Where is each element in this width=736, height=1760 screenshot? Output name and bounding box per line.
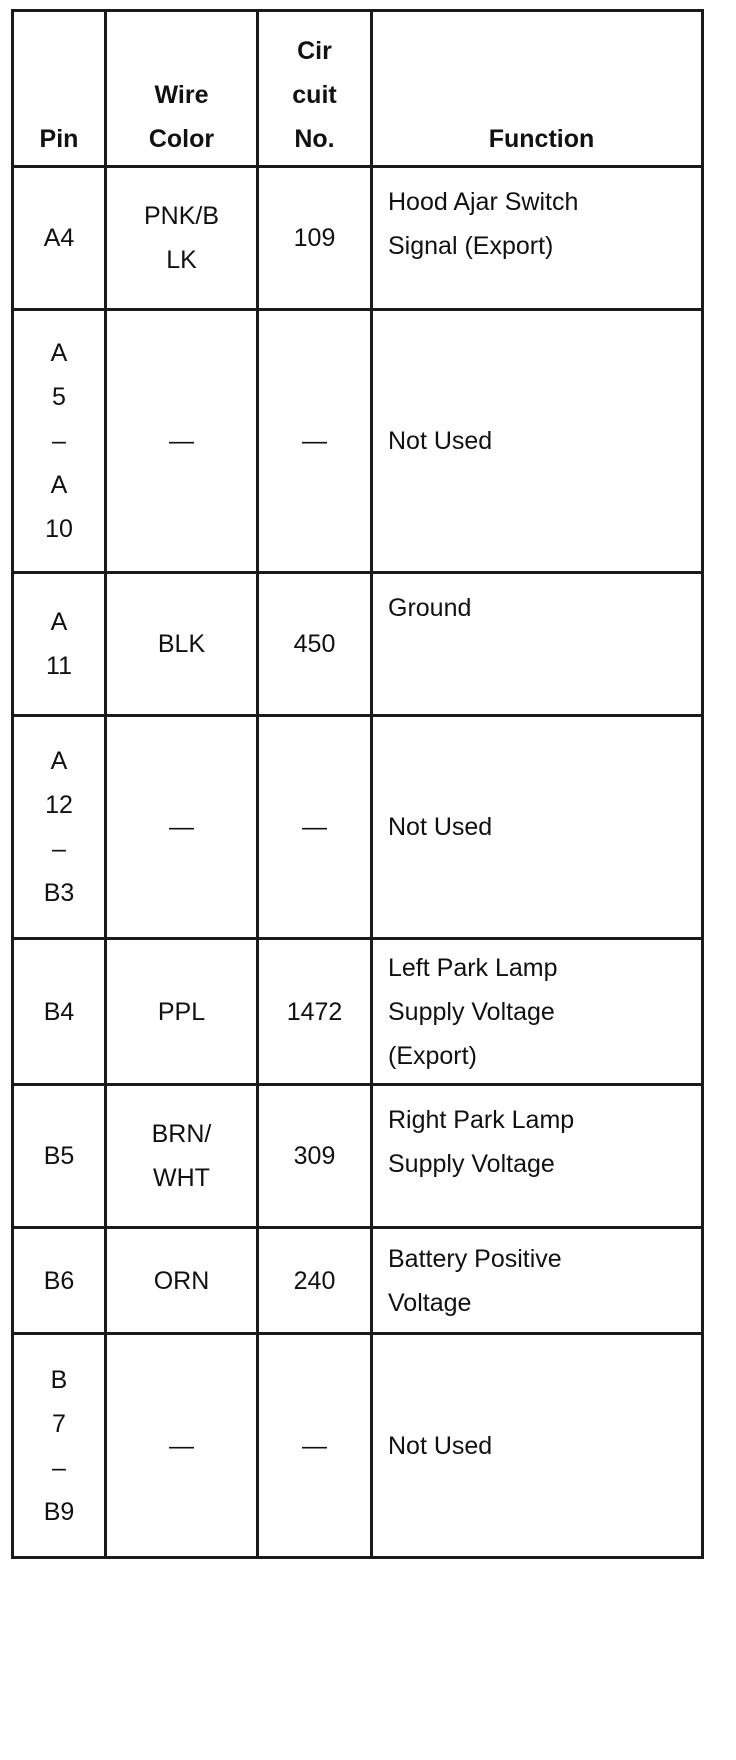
table-row (13, 573, 703, 716)
pin-cell: A 11 (13, 573, 106, 716)
circuit-no-cell: 450 (258, 573, 372, 716)
function-cell: Not Used (372, 310, 703, 573)
function-cell: Right Park Lamp Supply Voltage (372, 1085, 703, 1228)
table-row (13, 167, 703, 310)
circuit-no-cell: 109 (258, 167, 372, 310)
header-wire-color: Wire Color (106, 11, 258, 167)
function-cell: Not Used (372, 1334, 703, 1558)
function-cell: Hood Ajar Switch Signal (Export) (372, 167, 703, 310)
pin-cell: A 5 – A 10 (13, 310, 106, 573)
pin-cell: B4 (13, 939, 106, 1085)
header-pin: Pin (13, 11, 106, 167)
header-function: Function (372, 11, 703, 167)
wire-color-cell: — (106, 1334, 258, 1558)
table-row (13, 716, 703, 939)
table-row (13, 310, 703, 573)
table-header-row (13, 11, 703, 167)
header-circuit-no: Cir cuit No. (258, 11, 372, 167)
circuit-no-cell: 1472 (258, 939, 372, 1085)
function-cell: Not Used (372, 716, 703, 939)
function-cell: Ground (372, 573, 703, 716)
pin-cell: B5 (13, 1085, 106, 1228)
wire-color-cell: BRN/ WHT (106, 1085, 258, 1228)
pin-cell: B 7 – B9 (13, 1334, 106, 1558)
pin-cell: B6 (13, 1228, 106, 1334)
wire-color-cell: ORN (106, 1228, 258, 1334)
function-cell: Left Park Lamp Supply Voltage (Export) (372, 939, 703, 1085)
wire-color-cell: BLK (106, 573, 258, 716)
table-row (13, 939, 703, 1085)
circuit-no-cell: — (258, 1334, 372, 1558)
table-row (13, 1085, 703, 1228)
table-row (13, 1334, 703, 1558)
circuit-no-cell: — (258, 310, 372, 573)
circuit-no-cell: 240 (258, 1228, 372, 1334)
wire-color-cell: PPL (106, 939, 258, 1085)
wire-color-cell: — (106, 310, 258, 573)
circuit-no-cell: — (258, 716, 372, 939)
connector-pin-table (11, 9, 704, 1559)
pin-cell: A 12 – B3 (13, 716, 106, 939)
circuit-no-cell: 309 (258, 1085, 372, 1228)
pin-cell: A4 (13, 167, 106, 310)
wire-color-cell: — (106, 716, 258, 939)
table-row (13, 1228, 703, 1334)
function-cell: Battery Positive Voltage (372, 1228, 703, 1334)
wire-color-cell: PNK/B LK (106, 167, 258, 310)
